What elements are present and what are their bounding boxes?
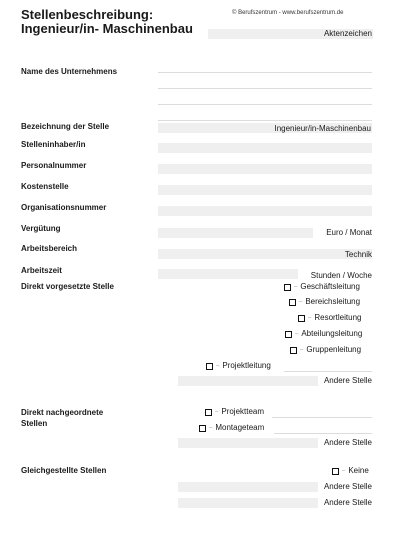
organisationsnummer-field[interactable] (158, 206, 372, 216)
stelleninhaber-label: Stelleninhaber/in (21, 140, 86, 149)
gleichgestellte-andere-label-1: Andere Stelle (323, 482, 372, 491)
unternehmen-line-3[interactable] (158, 94, 372, 105)
dash-icon: – (308, 315, 312, 321)
vorgesetzte-andere-label: Andere Stelle (323, 376, 372, 385)
checkbox-icon[interactable] (206, 363, 213, 370)
dash-icon: – (300, 347, 304, 353)
arbeitszeit-field[interactable] (158, 269, 298, 279)
checkbox-icon[interactable] (332, 468, 339, 475)
bezeichnung-value: Ingenieur/in-Maschinenbau (274, 124, 371, 133)
checkbox-icon[interactable] (290, 347, 297, 354)
unternehmen-line-2[interactable] (158, 78, 372, 89)
projektleitung-line[interactable] (284, 361, 372, 372)
aktenzeichen-label: Aktenzeichen (323, 29, 372, 38)
nachgeordnete-label-2: Stellen (21, 419, 48, 428)
arbeitszeit-unit: Stunden / Woche (310, 271, 372, 280)
verguetung-label: Vergütung (21, 224, 61, 233)
option-bereichsleitung[interactable]: – Bereichsleitung (289, 297, 360, 307)
option-projektleitung[interactable]: – Projektleitung (206, 361, 271, 371)
gleichgestellte-label: Gleichgestellte Stellen (21, 466, 107, 475)
checkbox-icon[interactable] (199, 425, 206, 432)
arbeitsbereich-label: Arbeitsbereich (21, 244, 78, 253)
verguetung-unit: Euro / Monat (326, 228, 372, 237)
bezeichnung-label: Bezeichnung der Stelle (21, 122, 110, 131)
checkbox-icon[interactable] (284, 284, 291, 291)
dash-icon: – (342, 468, 346, 474)
dash-icon: – (209, 425, 213, 431)
copyright-text: © Berufszentrum - www.berufszentrum.de (232, 10, 344, 16)
personalnummer-label: Personalnummer (21, 161, 87, 170)
nachgeordnete-andere-field[interactable] (178, 438, 318, 448)
unternehmen-line-4[interactable] (158, 110, 372, 121)
montageteam-line[interactable] (274, 423, 372, 434)
unternehmen-line-1[interactable] (158, 62, 372, 73)
checkbox-icon[interactable] (285, 331, 292, 338)
nachgeordnete-label-1: Direkt nachgeordnete (21, 408, 104, 417)
dash-icon: – (295, 331, 299, 337)
checkbox-icon[interactable] (298, 315, 305, 322)
dash-icon: – (299, 299, 303, 305)
option-resortleitung[interactable]: – Resortleitung (298, 313, 361, 323)
projektteam-line[interactable] (272, 407, 372, 418)
gleichgestellte-andere-field-2[interactable] (178, 498, 318, 508)
arbeitszeit-label: Arbeitszeit (21, 266, 62, 275)
personalnummer-field[interactable] (158, 164, 372, 174)
vorgesetzte-andere-field[interactable] (178, 376, 318, 386)
option-projektteam[interactable]: – Projektteam (205, 407, 264, 417)
gleichgestellte-andere-field-1[interactable] (178, 482, 318, 492)
checkbox-icon[interactable] (205, 409, 212, 416)
kostenstelle-field[interactable] (158, 185, 372, 195)
option-geschaeftsleitung[interactable]: – Geschäftsleitung (284, 282, 360, 292)
dash-icon: – (216, 363, 220, 369)
arbeitsbereich-value: Technik (344, 250, 372, 259)
organisationsnummer-label: Organisationsnummer (21, 203, 107, 212)
option-keine[interactable]: – Keine (332, 466, 369, 476)
dash-icon: – (215, 409, 219, 415)
option-montageteam[interactable]: – Montageteam (199, 423, 264, 433)
gleichgestellte-andere-label-2: Andere Stelle (323, 498, 372, 507)
stelleninhaber-field[interactable] (158, 143, 372, 153)
checkbox-icon[interactable] (289, 299, 296, 306)
option-abteilungsleitung[interactable]: – Abteilungsleitung (285, 329, 362, 339)
verguetung-field[interactable] (158, 228, 313, 238)
unternehmen-label: Name des Unternehmens (21, 67, 118, 76)
kostenstelle-label: Kostenstelle (21, 182, 69, 191)
nachgeordnete-andere-label: Andere Stelle (323, 438, 372, 447)
option-gruppenleitung[interactable]: – Gruppenleitung (290, 345, 361, 355)
dash-icon: – (294, 284, 298, 290)
page-subtitle: Ingenieur/in- Maschinenbau (21, 21, 193, 36)
page-title: Stellenbeschreibung: (21, 7, 154, 22)
vorgesetzte-label: Direkt vorgesetzte Stelle (21, 282, 114, 291)
